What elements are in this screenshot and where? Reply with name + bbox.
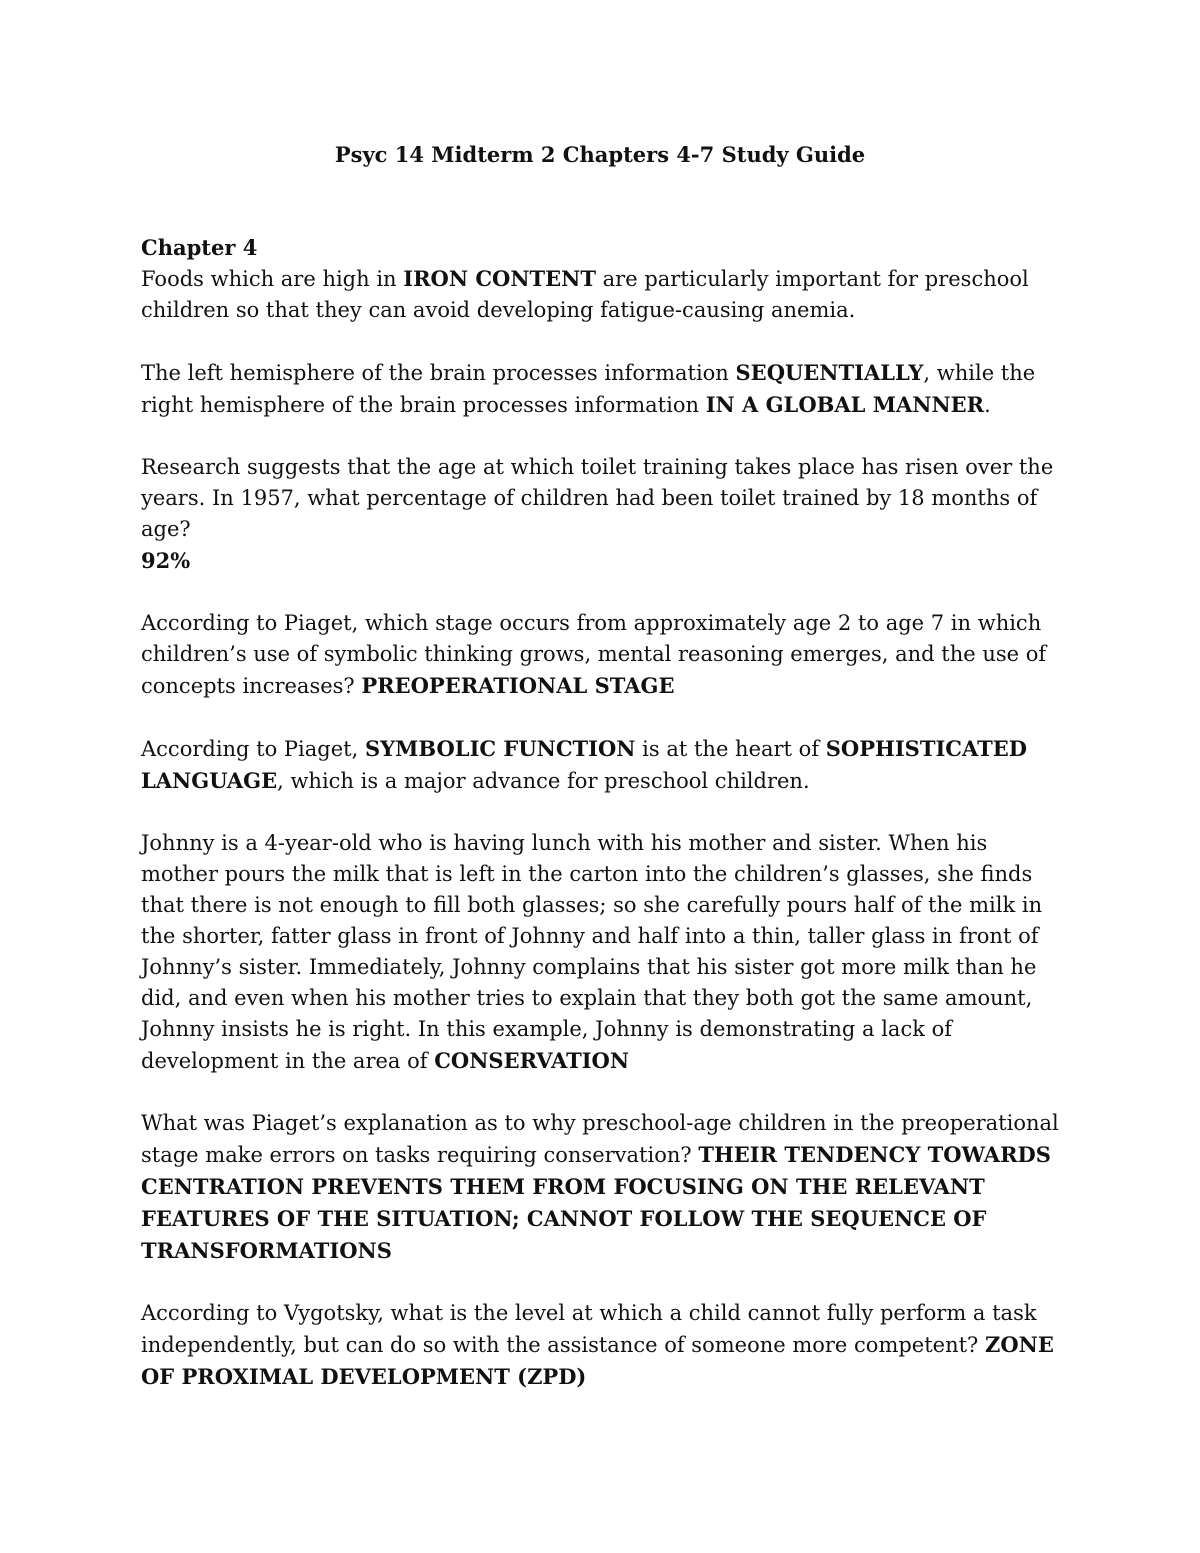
paragraph-text: The left hemisphere of the brain processes information <box>141 361 736 385</box>
paragraph-hemispheres <box>141 357 1066 421</box>
paragraph-text: Johnny is a 4-year-old who is having lunch with his mother and sister. When his mother pours the milk that is left in the carton into the children’s glasses, she finds that there is not enough to fill both glasses; so she carefully pours half of the milk in the shorter, fatter glass in front of Johnny and half into a thin, taller glass in front of Johnny’s sister. Immediately, Johnny complains that his sister got more milk than he did, and even when his mother tries to explain that they both got the same amount, Johnny insists he is right. In this example, Johnny is demonstrating a lack of development in the area of <box>141 831 1043 1073</box>
answer-text: SEQUENTIALLY <box>735 360 924 385</box>
answer-text: ZONE OF PROXIMAL DEVELOPMENT (ZPD) <box>141 1332 1054 1389</box>
answer-text: IRON CONTENT <box>403 266 596 291</box>
paragraph-text: According to Piaget, <box>141 737 365 761</box>
paragraph-text: . <box>984 393 991 417</box>
paragraph-centration <box>141 1108 1066 1267</box>
paragraph-zpd <box>141 1298 1066 1393</box>
paragraph-text: are particularly important for preschool children so that they can avoid developing fatigue-causing anemia. <box>141 267 1029 322</box>
document-body <box>141 232 1066 1424</box>
paragraph-iron <box>141 263 1066 326</box>
paragraph-text: According to Vygotsky, what is the level at which a child cannot fully perform a task independently, but can do so with the assistance of someone more competent? <box>141 1301 1037 1357</box>
paragraph-preoperational <box>141 608 1066 702</box>
answer-text: 92% <box>141 548 191 573</box>
paragraph-text: , which is a major advance for preschool children. <box>277 769 810 793</box>
document-title: Psyc 14 Midterm 2 Chapters 4-7 Study Guide <box>334 142 866 167</box>
paragraph-symbolic-function <box>141 733 1066 797</box>
paragraph-text: is at the heart of <box>635 737 826 761</box>
answer-text: PREOPERATIONAL STAGE <box>361 673 675 698</box>
paragraph-text: , while the right hemisphere of the brain processes information <box>141 361 1036 417</box>
paragraph-conservation-example <box>141 828 1066 1077</box>
answer-text: THEIR TENDENCY TOWARDS CENTRATION PREVENTS THEM FROM FOCUSING ON THE RELEVANT FEATURES OF THE SITUATION; CANNOT FOLLOW THE SEQUENCE OF TRANSFORMATIONS <box>141 1142 1051 1263</box>
paragraph-text: According to Piaget, which stage occurs from approximately age 2 to age 7 in which children’s use of symbolic thinking grows, mental reasoning emerges, and the use of concepts increases? <box>141 611 1047 698</box>
chapter-heading: Chapter 4 <box>141 235 258 260</box>
answer-text: SYMBOLIC FUNCTION <box>364 736 636 761</box>
answer-text: IN A GLOBAL MANNER <box>705 392 985 417</box>
paragraph-text: What was Piaget’s explanation as to why preschool-age children in the preoperational stage make errors on tasks requiring conservation? <box>141 1111 1059 1167</box>
paragraph-text: Foods which are high in <box>141 267 404 291</box>
answer-text: SOPHISTICATED LANGUAGE <box>141 736 1027 793</box>
paragraph-text: Research suggests that the age at which toilet training takes place has risen over the years. In 1957, what percentage of children had been toilet trained by 18 months of age? <box>141 455 1054 541</box>
answer-text: CONSERVATION <box>434 1048 630 1073</box>
paragraph-toilet-training <box>141 452 1066 577</box>
